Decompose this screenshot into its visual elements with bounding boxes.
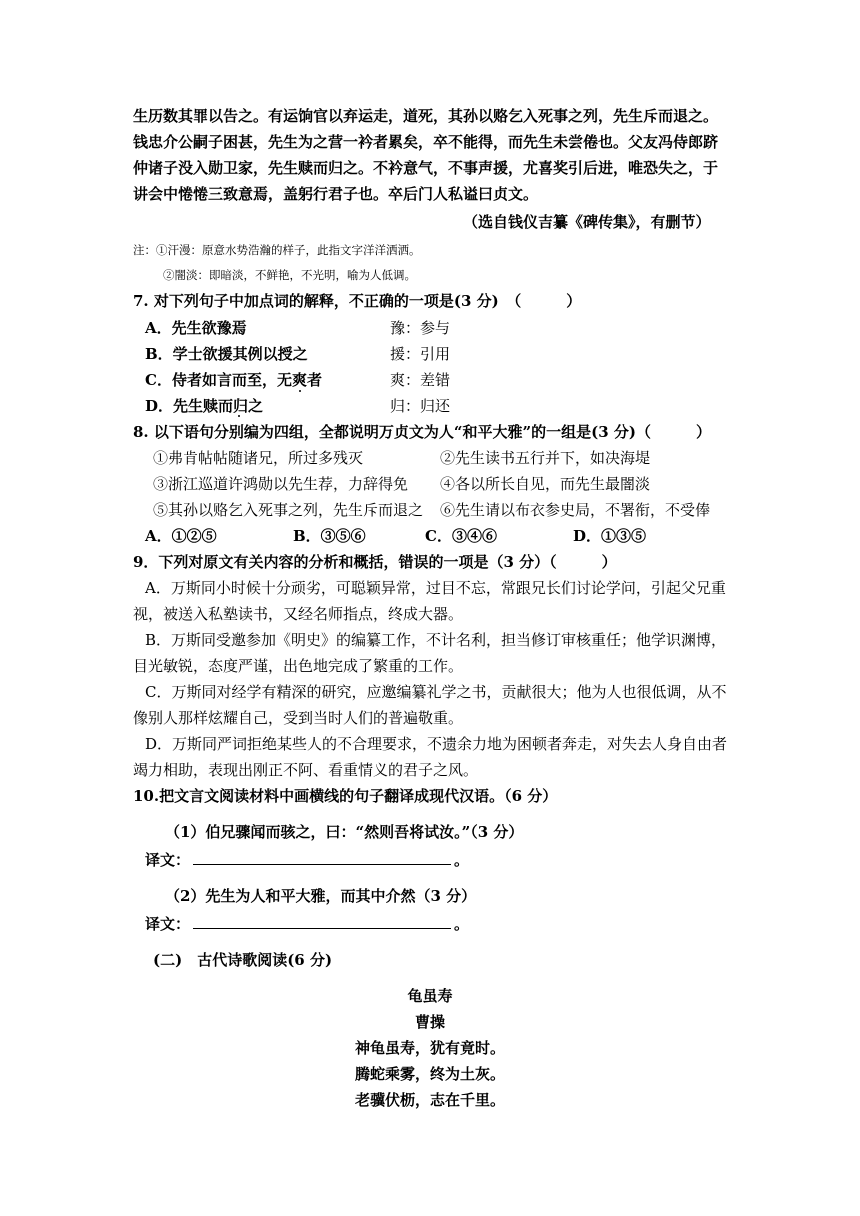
q8-choice-a: A．①②⑤ <box>145 527 217 545</box>
passage-source: （选自钱仪吉纂《碑传集》，有删节） <box>463 213 711 231</box>
q7-option-a: A．先生欲豫焉 <box>145 319 247 337</box>
answer-blank[interactable] <box>193 850 451 865</box>
q8-item: ①弗肯帖帖随诸兄，所过多残灭 <box>153 449 364 467</box>
q8-choice-c: C．③④⑥ <box>425 527 497 545</box>
q8-item: ④各以所长自见，而先生最闇淡 <box>440 475 651 493</box>
q10-stem: 10.把文言文阅读材料中画横线的句子翻译成现代汉语。（6 分） <box>133 787 558 805</box>
q10-sub1: （1）伯兄骤闻而骇之，曰：“然则吾将试汝。”（3 分） <box>165 823 524 841</box>
emphasis-dot <box>299 390 301 392</box>
q7-stem: 7. 对下列句子中加点词的解释，不正确的一项是(3 分) （ ） <box>133 292 582 310</box>
q9-line: C．万斯同对经学有精深的研究，应邀编纂礼学之书，贡献很大；他为人也很低调，从不 <box>145 683 727 701</box>
poetry-heading: (二) 古代诗歌阅读(6 分) <box>153 951 333 969</box>
q9-line: 视，被送入私塾读书，又经名师指点，终成大器。 <box>133 605 464 623</box>
poem-line: 老骥伏枥，志在千里。 <box>354 1091 505 1109</box>
q10-answer-1: 译文： 。 <box>145 851 470 869</box>
q8-choice-d: D．①③⑤ <box>573 527 647 545</box>
passage-line: 生历数其罪以告之。有运饷官以弃运走，道死，其孙以赂乞入死事之列，先生斥而退之。 <box>133 107 719 125</box>
poem-line: 神龟虽寿，犹有竟时。 <box>354 1039 505 1057</box>
q7-option-a-gloss: 豫：参与 <box>390 319 451 337</box>
poem-title: 龟虽寿 <box>407 987 453 1005</box>
q10-answer-2: 译文： 。 <box>145 915 470 933</box>
q7-option-b-gloss: 援：引用 <box>390 345 451 363</box>
passage-line: 仲诸子没入勋卫家，先生赎而归之。不衿意气，不事声援，尤喜奖引后进，唯恐失之，于 <box>133 159 719 177</box>
poem-author: 曹操 <box>414 1013 445 1031</box>
q9-line: A．万斯同小时候十分顽劣，可聪颖异常，过目不忘，常跟兄长们讨论学问，引起父兄重 <box>145 579 726 597</box>
q8-item: ②先生读书五行并下，如决海堤 <box>440 449 651 467</box>
poem-line: 腾蛇乘雾，终为土灰。 <box>354 1065 505 1083</box>
q7-option-d: D．先生赎而归之 <box>145 397 264 415</box>
q7-option-c: C．侍者如言而至，无爽者 <box>145 371 322 389</box>
passage-line: 钱忠介公嗣子困甚，先生为之营一衿者累矣，卒不能得，而先生未尝倦也。父友冯侍郎跻 <box>133 133 719 151</box>
q9-line: 像别人那样炫耀自己，受到当时人们的普遍敬重。 <box>133 709 464 727</box>
q10-sub2: （2）先生为人和平大雅，而其中介然（3 分） <box>165 887 477 905</box>
footnote: ②闇淡：即暗淡，不鲜艳，不光明，喻为人低调。 <box>163 268 416 282</box>
q9-line: 目光敏锐，态度严谨，出色地完成了繁重的工作。 <box>133 657 464 675</box>
q9-stem: 9．下列对原文有关内容的分析和概括，错误的一项是（3 分）（ ） <box>133 553 617 571</box>
passage-line: 讲会中惓惓三致意焉，盖躬行君子也。卒后门人私谥曰贞文。 <box>133 185 539 203</box>
q9-line: 竭力相助，表现出刚正不阿、看重情义的君子之风。 <box>133 761 479 779</box>
q8-stem: 8. 以下语句分别编为四组，全都说明万贞文为人“和平大雅”的一组是(3 分)（ ） <box>133 423 711 441</box>
q8-item: ⑥先生请以布衣参史局，不署衔，不受俸 <box>440 501 711 519</box>
answer-blank[interactable] <box>193 914 451 929</box>
q7-option-c-gloss: 爽：差错 <box>390 371 451 389</box>
q9-line: B．万斯同受邀参加《明史》的编纂工作，不计名利，担当修订审核重任；他学识渊博， <box>145 631 727 649</box>
footnote: 注：①汗漫：原意水势浩瀚的样子，此指文字洋洋洒洒。 <box>133 243 421 257</box>
q7-option-d-gloss: 归：归还 <box>390 397 451 415</box>
q8-choice-b: B．③⑤⑥ <box>293 527 366 545</box>
q8-item: ③浙江巡道许鸿勋以先生荐，力辞得免 <box>153 475 409 493</box>
q9-line: D．万斯同严词拒绝某些人的不合理要求，不遗余力地为困顿者奔走，对失去人身自由者 <box>145 735 728 753</box>
q7-option-b: B．学士欲援其例以授之 <box>145 345 308 363</box>
emphasis-dot <box>238 415 240 417</box>
q8-item: ⑤其孙以赂乞入死事之列，先生斥而退之 <box>153 501 424 519</box>
